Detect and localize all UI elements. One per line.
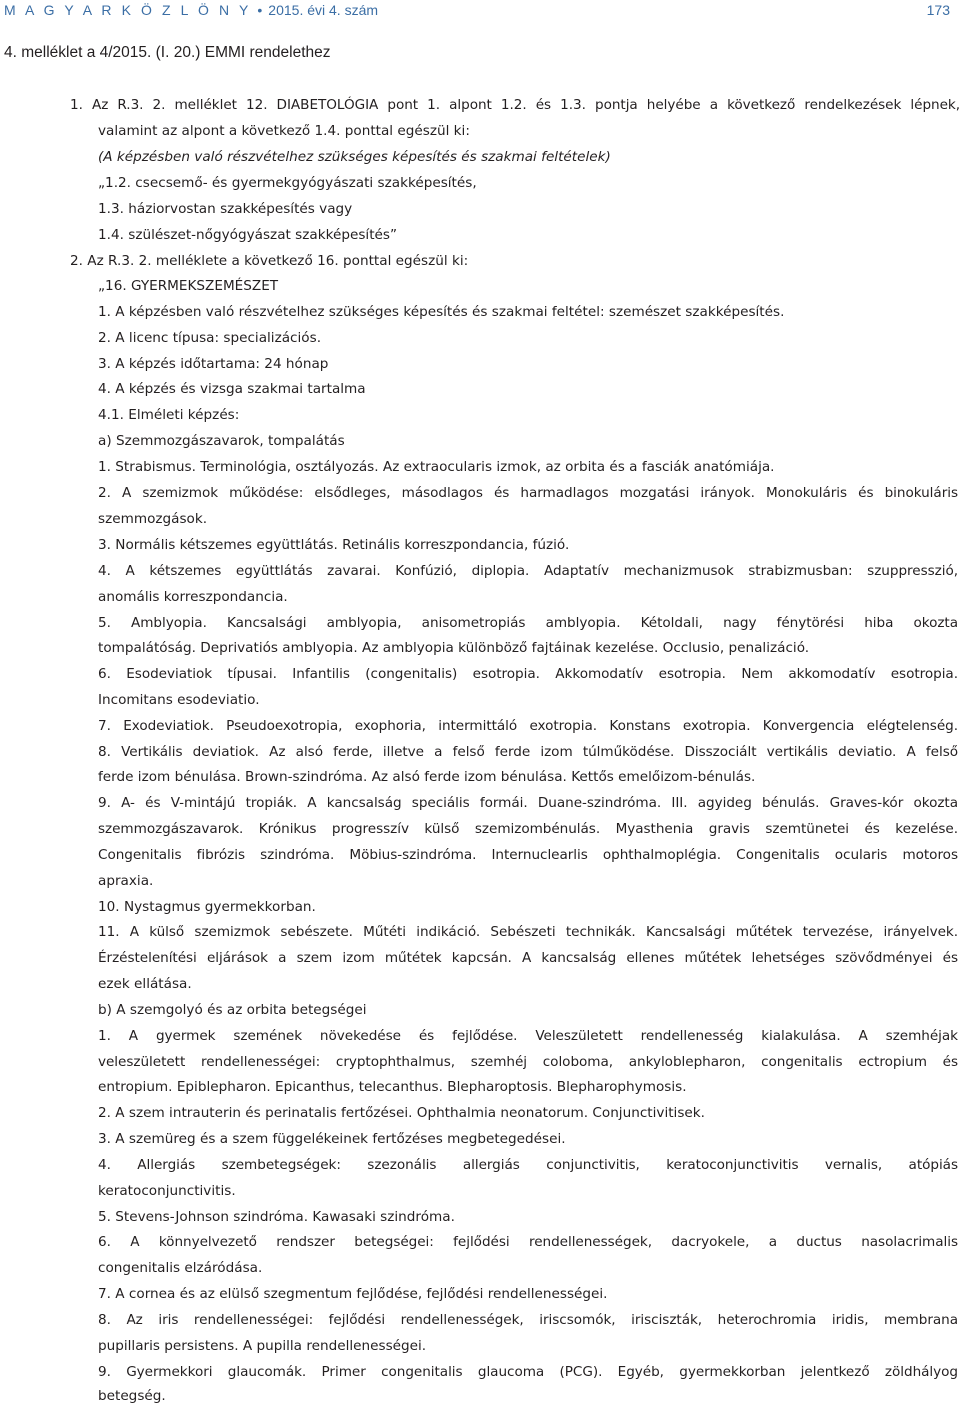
body-line: Incomitans esodeviatio.: [98, 692, 260, 708]
body-line: valamint az alpont a következő 1.4. ponttal egészül ki:: [98, 123, 470, 139]
body-line: 9. Gyermekkori glaucomák. Primer congenitalis glaucoma (PCG). Egyéb, gyermekkorban jelentkező zöldhályog: [98, 1364, 958, 1380]
body-line: 1. Strabismus. Terminológia, osztályozás. Az extraocularis izmok, az orbita és a fasciák anatómiája.: [98, 459, 775, 475]
body-line: apraxia.: [98, 873, 154, 889]
body-line: 10. Nystagmus gyermekkorban.: [98, 899, 316, 915]
body-line: veleszületett rendellenességei: cryptophthalmus, szemhéj coloboma, ankyloblepharon, congenitalis ectropium és: [98, 1054, 958, 1070]
body-line: 3. Normális kétszemes együttlátás. Retinális korreszpondancia, fúzió.: [98, 537, 570, 553]
body-line: entropium. Epiblepharon. Epicanthus, telecanthus. Blepharoptosis. Blepharophymosis.: [98, 1079, 687, 1095]
body-line: szemmozgászavarok. Krónikus progresszív külső szemizombénulás. Myasthenia gravis szemtünetei és kezelése.: [98, 821, 958, 837]
body-line: 7. A cornea és az elülső szegmentum fejlődése, fejlődési rendellenességei.: [98, 1286, 608, 1302]
body-line: 6. Esodeviatiok típusai. Infantilis (congenitalis) esotropia. Akkomodatív esotropia. Nem akkomodatív esotropia.: [98, 666, 958, 682]
body-line: (A képzésben való részvételhez szükséges képesítés és szakmai feltételek): [98, 149, 611, 165]
body-line: 6. A könnyelvezető rendszer betegségei: fejlődési rendellenességek, dacryokele, a ductus nasolacrimalis: [98, 1234, 958, 1250]
body-line: 1.3. háziorvostan szakképesítés vagy: [98, 201, 353, 217]
body-line: 11. A külső szemizmok sebészete. Műtéti indikáció. Sebészeti technikák. Kancsalsági műtétek tervezése, irányelvek.: [98, 924, 958, 940]
body-line: congenitalis elzáródása.: [98, 1260, 263, 1276]
body-line: 2. A licenc típusa: specializációs.: [98, 330, 322, 346]
body-line: 3. A képzés időtartama: 24 hónap: [98, 356, 329, 372]
body-line: 4. Allergiás szembetegségek: szezonális allergiás conjunctivitis, keratoconjunctivitis vernalis, atópiás: [98, 1157, 958, 1173]
page-number: 173: [926, 2, 950, 18]
body-line: 5. Stevens-Johnson szindróma. Kawasaki szindróma.: [98, 1209, 455, 1225]
issue-number: 2015. évi 4. szám: [268, 2, 379, 18]
journal-name: M A G Y A R K Ö Z L Ö N Y: [4, 2, 252, 18]
body-line: 4.1. Elméleti képzés:: [98, 407, 240, 423]
body-line: 9. A- és V-mintájú tropiák. A kancsalság speciális formái. Duane-szindróma. III. agyideg bénulás. Graves-kór okozta: [98, 795, 958, 811]
body-line: 1. Az R.3. 2. melléklet 12. DIABETOLÓGIA pont 1. alpont 1.2. és 1.3. pontja helyébe a következő rendelkezések lépnek,: [70, 97, 960, 113]
body-line: betegség.: [98, 1388, 166, 1404]
body-line: pupillaris persistens. A pupilla rendellenességei.: [98, 1338, 427, 1354]
body-line: „1.2. csecsemő- és gyermekgyógyászati szakképesítés,: [98, 175, 477, 191]
body-line: 2. Az R.3. 2. melléklete a következő 16. ponttal egészül ki:: [70, 253, 469, 269]
body-line: ferde izom bénulása. Brown-szindróma. Az alsó ferde izom bénulása. Kettős emelőizom-bénulás.: [98, 769, 756, 785]
body-line: tompalátóság. Deprivatiós amblyopia. Az amblyopia különböző fajtáinak kezelése. Occlusio, penalizáció.: [98, 640, 810, 656]
body-line: 1. A gyermek szemének növekedése és fejlődése. Veleszületett rendellenesség kialakulása. A szemhéjak: [98, 1028, 958, 1044]
body-line: „16. GYERMEKSZEMÉSZET: [98, 278, 279, 294]
body-line: Congenitalis fibrózis szindróma. Möbius-szindróma. Internuclearlis ophthalmoplégia. Congenitalis ocularis motoros: [98, 847, 958, 863]
journal-title: [4, 2, 378, 18]
body-line: 7. Exodeviatiok. Pseudoexotropia, exophoria, intermittáló exotropia. Konstans exotropia. Konvergencia elégtelenség.: [98, 718, 958, 734]
body-line: 1.4. szülészet-nőgyógyászat szakképesítés”: [98, 227, 398, 243]
body-line: keratoconjunctivitis.: [98, 1183, 236, 1199]
body-line: 1. A képzésben való részvételhez szükséges képesítés és szakmai feltétel: szemészet szakképesítés.: [98, 304, 785, 320]
body-line: 3. A szemüreg és a szem függelékeinek fertőzéses megbetegedései.: [98, 1131, 566, 1147]
body-line: ezek ellátása.: [98, 976, 192, 992]
body-line: b) A szemgolyó és az orbita betegségei: [98, 1002, 367, 1018]
body-line: 4. A kétszemes együttlátás zavarai. Konfúzió, diplopia. Adaptatív mechanizmusok strabizmusban: szuppresszió,: [98, 563, 958, 579]
body-line: anomális korreszpondancia.: [98, 589, 288, 605]
body-line: 8. Az iris rendellenességei: fejlődési rendellenességek, iriscsomók, irisciszták, heterochromia iridis, membrana: [98, 1312, 958, 1328]
body-line: 2. A szem intrauterin és perinatalis fertőzései. Ophthalmia neonatorum. Conjunctivitisek.: [98, 1105, 705, 1121]
body-line: 4. A képzés és vizsga szakmai tartalma: [98, 381, 366, 397]
annex-title: 4. melléklet a 4/2015. (I. 20.) EMMI rendelethez: [4, 44, 331, 61]
body-line: 8. Vertikális deviatiok. Az alsó ferde, illetve a felső ferde izom túlműködése. Disszociált vertikális deviatio. A felső: [98, 744, 958, 760]
body-line: a) Szemmozgászavarok, tompalátás: [98, 433, 345, 449]
body-line: szemmozgások.: [98, 511, 208, 527]
body-line: Érzéstelenítési eljárások a szem izom műtétek kapcsán. A kancsalság ellenes műtétek lehetséges szövődményei és: [98, 950, 958, 966]
body-line: 2. A szemizmok működése: elsődleges, másodlagos és harmadlagos mozgatási irányok. Monokuláris és binokuláris: [98, 485, 958, 501]
header-separator: •: [257, 2, 263, 18]
body-line: 5. Amblyopia. Kancsalsági amblyopia, anisometropiás amblyopia. Kétoldali, nagy fénytörési hiba okozta: [98, 615, 958, 631]
running-header: [4, 2, 960, 24]
